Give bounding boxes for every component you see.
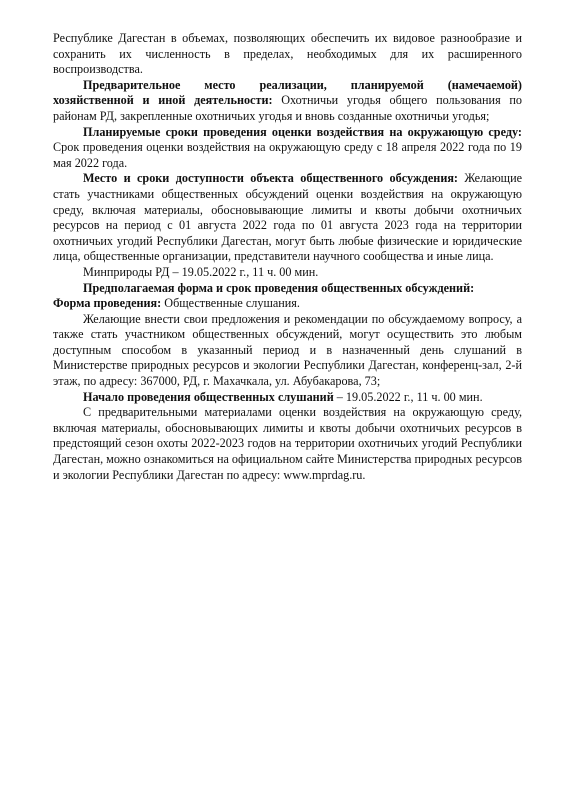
section-heading: Планируемые сроки проведения оценки воздействия на окружающую среду: bbox=[83, 124, 522, 139]
paragraph-form bbox=[53, 281, 522, 312]
section-subheading: Форма проведения: bbox=[53, 296, 162, 311]
paragraph-text: – 19.05.2022 г., 11 ч. 00 мин. bbox=[333, 389, 483, 404]
paragraph-text: Желающие стать участниками общественных обсуждений оценки воздействия на окружающую среду, включая материалы, обосновывающие лимиты и квоты добычи охотничьих ресурсов на период с 01 августа 2022 года по 01 августа 2023 года на территории охотничьих угодий Республики Дагестан, могут быть любые физические и юридические лица, общественные организации, представители научного сообщества и иные лица. bbox=[53, 171, 522, 264]
paragraph-materials bbox=[53, 405, 522, 483]
paragraph-text: С предварительными материалами оценки воздействия на окружающую среду, включая материалы, обосновывающих лимиты и квоты добычи охотничьих ресурсов в предстоящий сезон охоты 2022-2023 годов на территории охотничьих угодий Республики Дагестан, можно ознакомиться на официальном сайте Министерства природных ресурсов и экологии Республики Дагестан по адресу: www.mprdag.ru. bbox=[53, 405, 523, 482]
paragraph-text: Охотничьи угодья общего пользования по районам РД, закрепленные охотничьих угодья и вновь созданные охотничьи угодья; bbox=[53, 93, 523, 123]
paragraph-text: Общественные слушания. bbox=[161, 296, 300, 311]
section-heading: Начало проведения общественных слушаний bbox=[83, 389, 334, 404]
paragraph-participation bbox=[53, 312, 522, 390]
paragraph-text: Срок проведения оценки воздействия на окружающую среду с 18 апреля 2022 года по 19 мая 2022 года. bbox=[53, 140, 522, 170]
paragraph-location bbox=[53, 78, 522, 125]
paragraph-text: Желающие внести свои предложения и рекомендации по обсуждаемому вопросу, а также стать участником общественных обсуждений, могут осуществить это любым доступным способом в указанный период и в назначенный день слушаний в Министерстве природных ресурсов и экологии Республики Дагестан, конференц-зал, 2-й этаж, по адресу: 367000, РД, г. Махачкала, ул. Абубакарова, 73; bbox=[53, 311, 522, 389]
paragraph-continuation bbox=[53, 31, 522, 78]
paragraph-text: Республике Дагестан в объемах, позволяющих обеспечить их видовое разнообразие и сохранить их численность в пределах, необходимых для их расширенного воспроизводства. bbox=[53, 31, 522, 77]
paragraph-availability bbox=[53, 171, 522, 265]
paragraph-hearing-start bbox=[53, 390, 522, 406]
paragraph-text: Минприроды РД – 19.05.2022 г., 11 ч. 00 мин. bbox=[83, 264, 319, 279]
paragraph-timeline bbox=[53, 125, 522, 172]
section-heading: Предварительное место реализации, планируемой (намечаемой) хозяйственной и иной деятельности: bbox=[53, 77, 522, 108]
paragraph-ministry-date bbox=[53, 265, 522, 281]
section-heading: Место и сроки доступности объекта общественного обсуждения: bbox=[83, 171, 458, 186]
section-heading: Предполагаемая форма и срок проведения общественных обсуждений: bbox=[83, 280, 475, 295]
